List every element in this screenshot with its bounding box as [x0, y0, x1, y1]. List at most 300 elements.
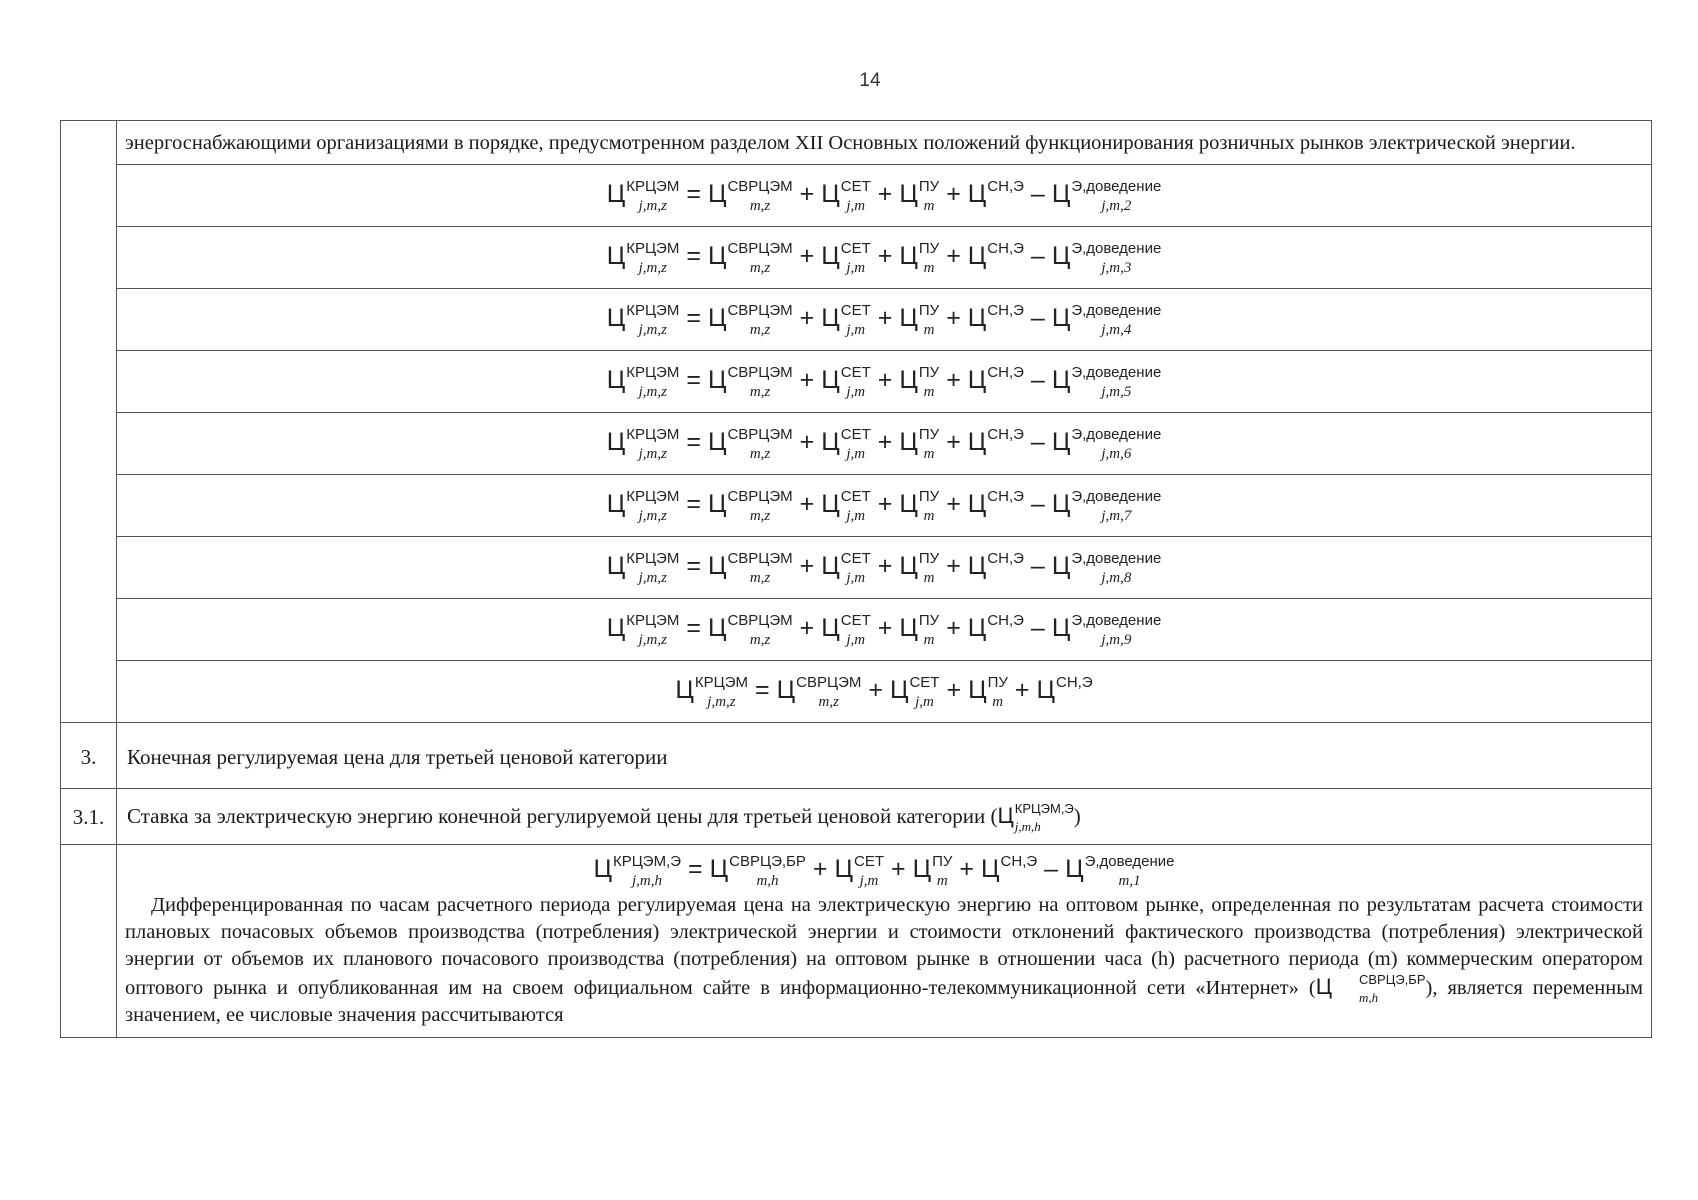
formula-term: [899, 487, 940, 524]
section-number: 3.: [61, 723, 117, 789]
symbol-sub: m: [936, 872, 948, 889]
symbol-sub: [1056, 695, 1093, 710]
symbol-base: Ц: [967, 304, 987, 333]
symbol-base: Ц: [606, 490, 626, 519]
formula-term: [707, 301, 793, 338]
symbol-base: Ц: [606, 304, 626, 333]
symbol-sup: Э,доведение: [1071, 239, 1162, 257]
symbol-sub: [987, 509, 1024, 524]
symbol-sub: [987, 385, 1024, 400]
price-formula: [606, 177, 1162, 214]
symbol-sub: j,m,3: [1101, 259, 1132, 276]
symbol-base: Ц: [1065, 855, 1084, 884]
price-formula-3-1: [593, 852, 1175, 889]
price-formula: [606, 363, 1162, 400]
symbol-base: Ц: [1051, 366, 1071, 395]
symbol-base: Ц: [899, 428, 918, 457]
symbol-sup: Э,доведение: [1071, 549, 1162, 567]
formula-term: [821, 611, 871, 648]
symbol-sub: m,z: [749, 321, 771, 338]
symbol-sup: ПУ: [918, 239, 940, 257]
row-number-cell: [61, 121, 117, 723]
paragraph-text-end: ), является переменным значением, ее числовые значения рассчитываются: [125, 976, 1643, 1026]
formula-term: [606, 549, 680, 586]
symbol-base: Ц: [821, 552, 840, 581]
symbol-sub: j,m,h: [631, 872, 662, 889]
formula-operator: +: [946, 242, 961, 271]
formula-term: [899, 177, 940, 214]
symbol-sup: ПУ: [918, 301, 940, 319]
symbol-sup: СН,Э: [1000, 852, 1038, 870]
symbol-sub: m: [923, 569, 935, 586]
formula-term: [776, 673, 862, 710]
symbol-base: Ц: [821, 490, 840, 519]
symbol-sup: Э,доведение: [1071, 425, 1162, 443]
symbol-sub: m,1: [1118, 872, 1141, 889]
formula-operator: +: [877, 490, 893, 519]
formula-cell: [117, 165, 1652, 227]
table-row: [61, 121, 1652, 165]
symbol-sup: ПУ: [932, 852, 953, 870]
symbol-sup: КРЦЭМ: [626, 425, 680, 443]
formula-operator: +: [946, 490, 961, 519]
symbol-base: Ц: [899, 490, 918, 519]
symbol-base: Ц: [707, 552, 727, 581]
symbol-sub: j,m: [846, 259, 866, 276]
symbol-base: Ц: [967, 180, 987, 209]
formula-cell: [117, 475, 1652, 537]
row-number-cell: [61, 845, 117, 1037]
symbol-sup: СВРЦЭМ: [727, 177, 793, 195]
intro-text: энергоснабжающими организациями в порядке, предусмотренном разделом XII Основных положений функционирования розничных рынков электрической энергии.: [117, 121, 1652, 165]
symbol-sub: j,m,2: [1101, 197, 1132, 214]
symbol-sub: [987, 323, 1024, 338]
symbol-sub: m: [923, 259, 935, 276]
formula-operator: +: [799, 552, 815, 581]
symbol-base: Ц: [675, 676, 694, 705]
symbol-sub: j,m,7: [1101, 507, 1132, 524]
formula-operator: =: [686, 366, 701, 395]
formula-term: [981, 852, 1038, 885]
symbol-base: Ц: [707, 180, 727, 209]
symbol-base: Ц: [593, 855, 612, 884]
formula-term: [707, 363, 793, 400]
symbol-sub: m: [923, 445, 935, 462]
symbol-sub: m,z: [749, 445, 771, 462]
symbol-base: Ц: [1051, 242, 1071, 271]
formula-term: [606, 611, 680, 648]
symbol-sup: СВРЦЭМ: [727, 487, 793, 505]
symbol-base: Ц: [967, 614, 987, 643]
formula-term: [899, 549, 940, 586]
symbol-base: Ц: [606, 366, 626, 395]
table-row: [61, 723, 1652, 789]
symbol-sup: ПУ: [918, 611, 940, 629]
symbol-sup: КРЦЭМ: [694, 673, 749, 691]
symbol-base: Ц: [606, 428, 626, 457]
table-row: [61, 289, 1652, 351]
formula-term: [899, 611, 940, 648]
formula-term: [606, 363, 680, 400]
formula-operator: –: [1030, 366, 1045, 395]
formula-term: [821, 177, 871, 214]
symbol-sup: СЕТ: [840, 611, 871, 629]
symbol-base: Ц: [821, 366, 840, 395]
symbol-base: Ц: [899, 552, 918, 581]
symbol-base: Ц: [1051, 180, 1071, 209]
table-row: [61, 227, 1652, 289]
symbol-sub: m,h: [756, 872, 779, 889]
symbol-base: Ц: [912, 855, 932, 884]
formula-operator: +: [799, 242, 815, 271]
formula-operator: +: [946, 304, 961, 333]
symbol-sub: m,z: [749, 569, 771, 586]
symbol-sup: СЕТ: [840, 363, 871, 381]
formula-operator: +: [946, 552, 961, 581]
formula-operator: +: [877, 428, 893, 457]
formula-term: [707, 487, 793, 524]
table-row: [61, 537, 1652, 599]
symbol-sub: j,m: [915, 693, 934, 710]
symbol-sub: j,m,6: [1101, 445, 1132, 462]
price-symbol: [997, 801, 1074, 835]
formula-operator: –: [1030, 428, 1045, 457]
symbol-sup: КРЦЭМ: [626, 239, 680, 257]
formula-operator: –: [1044, 855, 1059, 884]
formula-term: [1065, 852, 1175, 889]
symbol-sup: КРЦЭМ: [626, 301, 680, 319]
symbol-base: Ц: [889, 676, 909, 705]
symbol-sup: ПУ: [987, 673, 1008, 691]
price-formula-table: [60, 120, 1652, 1038]
symbol-sup: КРЦЭМ,Э: [1014, 801, 1074, 817]
symbol-sub: j,m: [846, 445, 866, 462]
formula-cell: [117, 351, 1652, 413]
symbol-sup: Э,доведение: [1071, 487, 1162, 505]
symbol-sub: j,m: [846, 631, 866, 648]
symbol-base: Ц: [707, 490, 727, 519]
symbol-sup: КРЦЭМ: [626, 549, 680, 567]
symbol-sup: СЕТ: [854, 852, 884, 870]
symbol-sup: СН,Э: [987, 549, 1024, 567]
formula-operator: +: [799, 366, 815, 395]
formula-term: [675, 673, 749, 710]
formula-operator: =: [686, 614, 701, 643]
symbol-base: Ц: [709, 855, 729, 884]
symbol-sup: СВРЦЭМ: [727, 611, 793, 629]
symbol-sup: СЕТ: [840, 425, 871, 443]
symbol-base: Ц: [1051, 552, 1071, 581]
section-title: [117, 789, 1652, 845]
symbol-base: Ц: [899, 614, 918, 643]
formula-operator: –: [1030, 180, 1045, 209]
formula-operator: +: [877, 366, 893, 395]
symbol-sup: Э,доведение: [1071, 301, 1162, 319]
symbol-sup: СВРЦЭМ: [727, 301, 793, 319]
formula-term: [821, 549, 871, 586]
formula-term: [707, 177, 793, 214]
formula-term: [899, 239, 940, 276]
formula-operator: –: [1030, 552, 1045, 581]
price-formula: [606, 301, 1162, 338]
table-row: [61, 475, 1652, 537]
symbol-base: Ц: [899, 366, 918, 395]
section-title: Конечная регулируемая цена для третьей ценовой категории: [117, 723, 1652, 789]
formula-term: [707, 239, 793, 276]
formula-operator: +: [877, 552, 893, 581]
price-formula: [606, 487, 1162, 524]
section-title-text: Ставка за электрическую энергию конечной регулируемой цены для третьей ценовой категории (: [127, 804, 998, 828]
symbol-sub: m,z: [818, 693, 839, 710]
formula-operator: +: [877, 180, 893, 209]
formula-term: [1036, 673, 1093, 706]
symbol-base: Ц: [707, 242, 727, 271]
symbol-base: Ц: [821, 428, 840, 457]
symbol-sub: [1001, 874, 1038, 889]
symbol-sub: j,m,5: [1101, 383, 1132, 400]
formula-operator: –: [1030, 490, 1045, 519]
formula-operator: +: [877, 614, 893, 643]
formula-cell: [117, 537, 1652, 599]
symbol-base: Ц: [981, 855, 1000, 884]
formula-operator: +: [877, 242, 893, 271]
symbol-base: Ц: [606, 242, 626, 271]
formula-term: [593, 852, 682, 889]
symbol-base: Ц: [707, 614, 727, 643]
formula-operator: –: [1030, 304, 1045, 333]
symbol-base: Ц: [707, 304, 727, 333]
symbol-sub: [987, 199, 1024, 214]
formula-term: [821, 301, 871, 338]
formula-operator: +: [877, 304, 893, 333]
price-formula: [606, 611, 1162, 648]
symbol-sup: СН,Э: [987, 611, 1024, 629]
formula-operator: +: [799, 614, 815, 643]
formula-term: [968, 673, 1008, 710]
symbol-sub: m,z: [749, 197, 771, 214]
formula-operator: =: [686, 552, 701, 581]
symbol-sub: j,m: [846, 197, 866, 214]
formula-term: [967, 425, 1024, 458]
formula-term: [967, 487, 1024, 520]
symbol-sup: СН,Э: [987, 301, 1024, 319]
symbol-base: Ц: [997, 803, 1014, 828]
formula-operator: +: [891, 855, 906, 884]
symbol-sub: j,m,z: [638, 445, 667, 462]
symbol-base: Ц: [1051, 304, 1071, 333]
symbol-sub: j,m,z: [638, 569, 667, 586]
formula-term: [606, 239, 680, 276]
symbol-base: Ц: [606, 614, 626, 643]
symbol-sup: СВРЦЭМ: [727, 425, 793, 443]
symbol-base: Ц: [1036, 676, 1055, 705]
symbol-sup: СЕТ: [840, 549, 871, 567]
formula-term: [606, 177, 680, 214]
symbol-sup: СЕТ: [840, 239, 871, 257]
page-number: 14: [859, 70, 881, 91]
symbol-sub: m,z: [749, 383, 771, 400]
formula-operator: +: [799, 490, 815, 519]
formula-operator: +: [799, 428, 815, 457]
symbol-sup: ПУ: [918, 549, 940, 567]
symbol-sup: СВРЦЭМ: [727, 549, 793, 567]
symbol-sub: j,m: [846, 383, 866, 400]
formula-term: [912, 852, 953, 889]
symbol-sub: j,m,z: [707, 693, 736, 710]
price-formula: [606, 549, 1162, 586]
formula-term: [899, 363, 940, 400]
formula-term: [967, 363, 1024, 396]
symbol-base: Ц: [899, 304, 918, 333]
symbol-sup: КРЦЭМ: [626, 177, 680, 195]
formula-operator: +: [1014, 676, 1030, 705]
symbol-sup: СН,Э: [987, 363, 1024, 381]
formula-term: [889, 673, 940, 710]
symbol-sub: [987, 261, 1024, 276]
symbol-sup: СВРЦЭМ: [796, 673, 862, 691]
symbol-sub: [987, 633, 1024, 648]
price-symbol: [1315, 971, 1426, 1005]
section-number: 3.1.: [61, 789, 117, 845]
price-formula: [606, 239, 1162, 276]
formula-operator: +: [799, 304, 815, 333]
formula-term: [899, 301, 940, 338]
symbol-sup: СН,Э: [987, 239, 1024, 257]
symbol-sub: m,z: [749, 259, 771, 276]
symbol-sub: j,m,z: [638, 321, 667, 338]
table-row: [61, 599, 1652, 661]
formula-term: [967, 301, 1024, 334]
formula-operator: +: [959, 855, 975, 884]
symbol-sub: m: [992, 693, 1004, 710]
formula-cell: [117, 413, 1652, 475]
symbol-sup: СВРЦЭ,БР: [729, 852, 806, 870]
formula-operator: +: [946, 676, 962, 705]
formula-term: [1051, 239, 1162, 276]
formula-operator: =: [686, 242, 701, 271]
formula-term: [707, 549, 793, 586]
symbol-sup: СЕТ: [840, 177, 871, 195]
formula-term: [821, 363, 871, 400]
formula-cell: [117, 227, 1652, 289]
symbol-sup: ПУ: [918, 177, 940, 195]
table-row: [61, 351, 1652, 413]
symbol-sub: m,z: [749, 631, 771, 648]
formula-operator: +: [946, 614, 961, 643]
symbol-sub: j,m: [846, 569, 866, 586]
formula-term: [967, 549, 1024, 582]
formula-operator: +: [946, 366, 961, 395]
symbol-base: Ц: [1051, 614, 1071, 643]
symbol-sup: СН,Э: [987, 177, 1024, 195]
symbol-base: Ц: [606, 552, 626, 581]
symbol-sub: m: [923, 321, 935, 338]
symbol-sub: j,m,z: [638, 259, 667, 276]
symbol-sub: j,m: [846, 321, 866, 338]
symbol-sup: СН,Э: [1055, 673, 1093, 691]
formula-operator: =: [686, 428, 701, 457]
section-title-close: ): [1073, 804, 1081, 828]
symbol-sub: j,m,z: [638, 197, 667, 214]
symbol-base: Ц: [606, 180, 626, 209]
table-row: [61, 165, 1652, 227]
symbol-base: Ц: [1051, 490, 1071, 519]
symbol-base: Ц: [967, 490, 987, 519]
symbol-sub: m,h: [1358, 989, 1379, 1005]
symbol-base: Ц: [967, 428, 987, 457]
formula-term: [606, 425, 680, 462]
description-paragraph: [117, 886, 1651, 1037]
symbol-sub: j,m,8: [1101, 569, 1132, 586]
formula-term: [1051, 549, 1162, 586]
symbol-sup: ПУ: [918, 487, 940, 505]
symbol-sup: СЕТ: [840, 301, 871, 319]
formula-operator: –: [1030, 614, 1045, 643]
table-row: [61, 413, 1652, 475]
formula-operator: =: [688, 855, 703, 884]
symbol-sup: СН,Э: [987, 487, 1024, 505]
formula-term: [1051, 611, 1162, 648]
symbol-sub: m: [923, 383, 935, 400]
formula-term: [821, 487, 871, 524]
table-row: [61, 789, 1652, 845]
symbol-sub: m: [923, 507, 935, 524]
symbol-sup: Э,доведение: [1071, 611, 1162, 629]
symbol-sub: j,m,z: [638, 631, 667, 648]
formula-operator: +: [799, 180, 815, 209]
symbol-sup: СЕТ: [840, 487, 871, 505]
symbol-sub: j,m,h: [1014, 819, 1041, 835]
symbol-base: Ц: [707, 428, 727, 457]
symbol-base: Ц: [967, 366, 987, 395]
symbol-sup: ПУ: [918, 363, 940, 381]
symbol-sub: j,m,9: [1101, 631, 1132, 648]
formula-operator: +: [812, 855, 828, 884]
symbol-base: Ц: [707, 366, 727, 395]
symbol-base: Ц: [821, 304, 840, 333]
symbol-sub: [987, 447, 1024, 462]
symbol-base: Ц: [968, 676, 987, 705]
formula-term: [707, 425, 793, 462]
symbol-sub: m: [923, 197, 935, 214]
formula-term: [821, 425, 871, 462]
formula-operator: =: [686, 490, 701, 519]
formula-operator: =: [686, 304, 701, 333]
symbol-sub: [987, 571, 1024, 586]
paragraph-text: Дифференцированная по часам расчетного периода регулируемая цена на электрическую энергию на оптовом рынке, определенная по результатам расчета стоимости плановых почасовых объемов производства (потребления) электрической энергии и стоимости отклонений фактического производства (потребления) электрической энергии от объемов их планового почасового производства (потребления) на оптовом рынке в отношении часа (h) расчетного периода (m) коммерческим оператором оптового рынка и опубликованная им на своем официальном сайте в информационно-телекоммуникационной сети «Интернет» (: [125, 893, 1643, 999]
symbol-base: Ц: [776, 676, 796, 705]
symbol-sub: m,z: [749, 507, 771, 524]
symbol-base: Ц: [821, 242, 840, 271]
formula-operator: –: [1030, 242, 1045, 271]
formula-term: [967, 611, 1024, 644]
formula-term: [967, 239, 1024, 272]
formula-term: [1051, 177, 1162, 214]
symbol-sup: Э,доведение: [1071, 177, 1162, 195]
formula-operator: +: [946, 180, 961, 209]
symbol-sup: СВРЦЭ,БР: [1358, 971, 1426, 987]
symbol-sup: СЕТ: [909, 673, 940, 691]
symbol-sup: Э,доведение: [1084, 852, 1175, 870]
formula-cell: [117, 289, 1652, 351]
symbol-sup: СВРЦЭМ: [727, 363, 793, 381]
formula-term: [707, 611, 793, 648]
formula-term: [834, 852, 885, 889]
symbol-base: Ц: [899, 242, 918, 271]
formula-term: [606, 301, 680, 338]
formula-term: [606, 487, 680, 524]
symbol-base: Ц: [821, 180, 840, 209]
